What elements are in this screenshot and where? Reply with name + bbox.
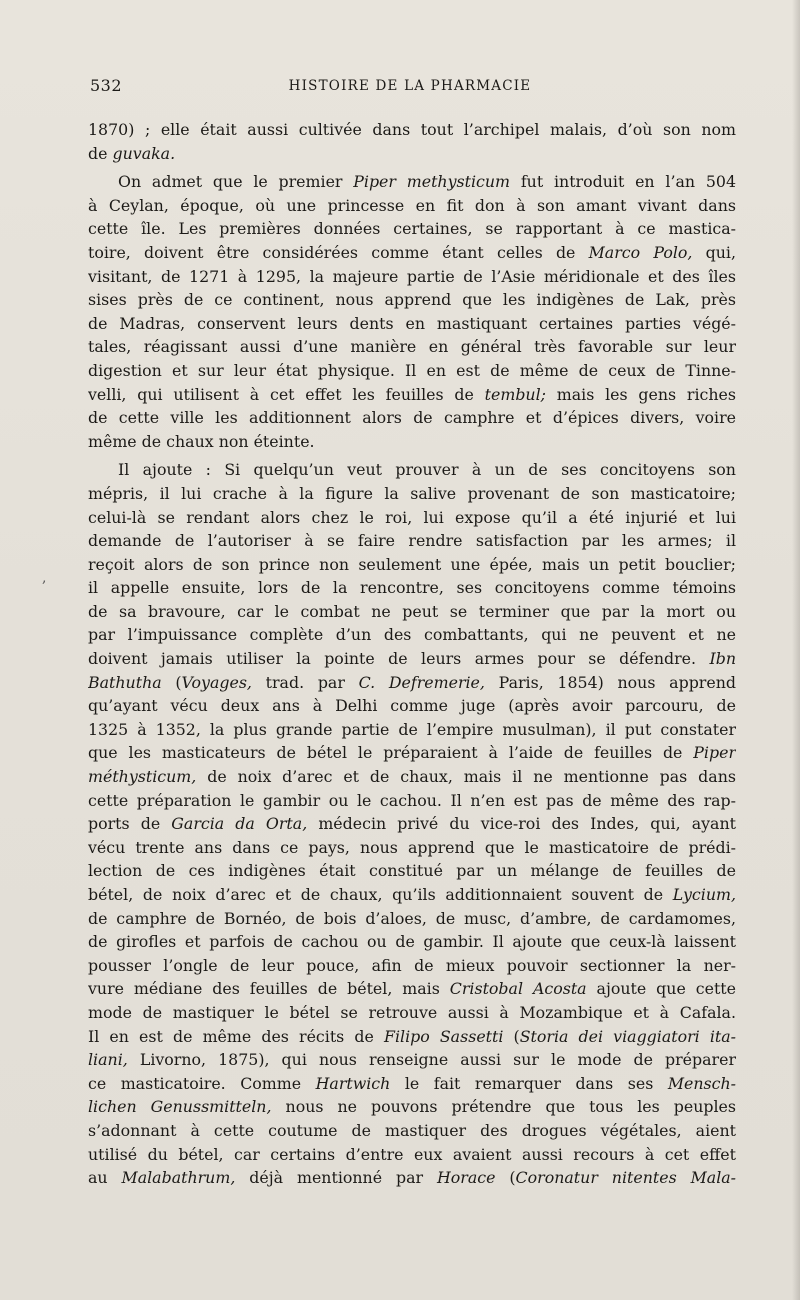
text-run: le fait remarquer dans ses: [390, 1073, 668, 1093]
text-line: [88, 883, 736, 907]
text-run: pousser l’ongle de leur pouce, afin de mieux pouvoir sectionner la ner-: [88, 955, 736, 975]
text-line: [88, 623, 736, 647]
text-run: à Ceylan, époque, où une princesse en fit don à son amant vivant dans: [88, 195, 736, 215]
italic-text: guvaka.: [112, 143, 176, 163]
text-run: de cette ville les additionnent alors de camphre et d’épices divers, voire: [88, 408, 736, 428]
text-run: fut introduit en l’an 504: [510, 172, 736, 192]
text-line: [88, 907, 736, 931]
text-line: [88, 1048, 736, 1072]
text-line: [88, 836, 736, 860]
text-run: de noix d’arec et de chaux, mais il ne mentionne pas dans: [196, 767, 736, 787]
text-run: de: [88, 143, 113, 163]
text-run: cette préparation le gambir ou le cachou. Il n’en est pas de même des rap-: [88, 790, 736, 810]
text-run: (: [503, 1026, 520, 1046]
italic-text: Storia dei viaggiatori ita-: [519, 1026, 736, 1046]
text-run: s’adonnant à cette coutume de mastiquer des drogues végétales, aient: [88, 1120, 736, 1140]
text-line: [88, 335, 736, 359]
text-line: [88, 1001, 736, 1025]
text-line: [88, 671, 736, 695]
text-run: ports de: [88, 814, 172, 834]
text-line: [88, 1166, 736, 1190]
text-line: [88, 812, 736, 836]
text-run: On admet que le premier: [118, 172, 354, 192]
text-line: [88, 1072, 736, 1096]
italic-text: Malabathrum,: [121, 1168, 236, 1188]
text-line: [88, 170, 736, 194]
italic-text: Hartwich: [315, 1073, 391, 1093]
text-run: tales, réagissant aussi d’une manière en général très favorable sur leur: [88, 337, 736, 357]
text-run: demande de l’autoriser à se faire rendre satisfaction par les armes; il: [88, 531, 736, 551]
text-line: [88, 954, 736, 978]
body-text: [88, 118, 736, 1190]
text-run: médecin privé du vice-roi des Indes, qui, ayant: [307, 814, 736, 834]
text-run: trad. par: [251, 672, 359, 692]
text-line: [88, 930, 736, 954]
text-run: digestion et sur leur état physique. Il en est de même de ceux de Tinne-: [88, 360, 736, 380]
text-line: [88, 359, 736, 383]
text-line: [88, 1025, 736, 1049]
text-line: [88, 406, 736, 430]
italic-text: Marco Polo,: [588, 242, 693, 262]
italic-text: tembul;: [484, 384, 546, 404]
text-line: [88, 576, 736, 600]
text-line: [88, 312, 736, 336]
text-run: ajoute que cette: [586, 979, 736, 999]
italic-text: Cristobal Acosta: [449, 979, 587, 999]
text-line: [88, 506, 736, 530]
text-run: (: [161, 672, 182, 692]
italic-text: Garcia da Orta,: [171, 814, 308, 834]
text-line: [88, 1095, 736, 1119]
text-line: [88, 430, 736, 454]
text-line: [88, 142, 736, 166]
running-title: HISTOIRE DE LA PHARMACIE: [288, 78, 532, 94]
text-line: [88, 265, 736, 289]
italic-text: Bathutha: [88, 672, 162, 692]
text-run: Il en est de même des récits de: [88, 1026, 384, 1046]
text-run: mépris, il lui crache à la figure la salive provenant de son masticatoire;: [88, 483, 736, 503]
page-header: [90, 76, 730, 100]
margin-mark: ,: [42, 570, 47, 586]
text-run: vure médiane des feuilles de bétel, mais: [88, 979, 450, 999]
text-line: [88, 118, 736, 142]
text-run: de girofles et parfois de cachou ou de gambir. Il ajoute que ceux-là laissent: [88, 932, 736, 952]
text-run: celui-là se rendant alors chez le roi, lui expose qu’il a été injurié et lui: [88, 507, 736, 527]
italic-text: Horace: [437, 1168, 496, 1188]
text-run: (: [495, 1168, 516, 1188]
text-line: [88, 1143, 736, 1167]
text-line: [88, 647, 736, 671]
italic-text: C. Defremerie,: [358, 672, 485, 692]
page-number: 532: [90, 76, 123, 95]
text-line: [88, 241, 736, 265]
text-line: [88, 217, 736, 241]
text-run: bétel, de noix d’arec et de chaux, qu’ils additionnaient souvent de: [88, 885, 673, 904]
italic-text: liani,: [88, 1050, 128, 1070]
text-run: toire, doivent être considérées comme étant celles de: [88, 242, 589, 262]
text-run: vécu trente ans dans ce pays, nous apprend que le masticatoire de prédi-: [88, 837, 736, 857]
text-run: 1325 à 1352, la plus grande partie de l’empire musulman), il put constater: [88, 719, 736, 739]
page-edge-shadow: [792, 0, 800, 1300]
text-run: au: [88, 1168, 122, 1188]
text-run: qui,: [692, 242, 736, 262]
text-line: [88, 789, 736, 813]
italic-text: Piper: [693, 743, 736, 763]
text-line: [88, 765, 736, 789]
text-run: de camphre de Bornéo, de bois d’aloes, de musc, d’ambre, de cardamomes,: [88, 908, 736, 928]
italic-text: Ibn: [709, 649, 736, 669]
text-run: utilisé du bétel, car certains d’entre eux avaient aussi recours à cet effet: [88, 1144, 736, 1164]
text-run: qu’ayant vécu deux ans à Delhi comme juge (après avoir parcouru, de: [88, 696, 736, 716]
text-run: visitant, de 1271 à 1295, la majeure partie de l’Asie méridionale et des îles: [88, 266, 736, 286]
italic-text: méthysticum,: [88, 767, 197, 787]
text-run: par l’impuissance complète d’un des combattants, qui ne peuvent et ne: [88, 625, 736, 645]
italic-text: Filipo Sassetti: [384, 1026, 504, 1046]
italic-text: lichen Genussmitteln,: [88, 1097, 272, 1117]
text-line: [88, 194, 736, 218]
text-run: de sa bravoure, car le combat ne peut se terminer que par la mort ou: [88, 601, 736, 621]
text-run: Livorno, 1875), qui nous renseigne aussi sur le mode de préparer: [127, 1050, 736, 1070]
italic-text: Voyages,: [181, 672, 252, 692]
text-line: [88, 1119, 736, 1143]
text-run: Paris, 1854) nous apprend: [484, 672, 736, 692]
italic-text: Coronatur nitentes Mala-: [515, 1168, 736, 1188]
text-run: que les masticateurs de bétel le préparaient à l’aide de feuilles de: [88, 743, 694, 763]
text-line: [88, 383, 736, 407]
text-line: [88, 741, 736, 765]
text-line: [88, 288, 736, 312]
text-run: même de chaux non éteinte.: [88, 431, 315, 451]
text-line: [88, 529, 736, 553]
text-run: lection de ces indigènes était constitué par un mélange de feuilles de: [88, 861, 736, 881]
italic-text: Lycium,: [672, 885, 736, 904]
text-line: [88, 694, 736, 718]
text-run: velli, qui utilisent à cet effet les feuilles de: [88, 384, 485, 404]
text-run: reçoit alors de son prince non seulement une épée, mais un petit bouclier;: [88, 554, 736, 574]
text-line: [88, 458, 736, 482]
text-run: sises près de ce continent, nous apprend que les indigènes de Lak, près: [88, 290, 736, 310]
text-run: il appelle ensuite, lors de la rencontre, ses concitoyens comme témoins: [88, 578, 736, 598]
text-run: déjà mentionné par: [235, 1168, 437, 1188]
text-run: cette île. Les premières données certaines, se rapportant à ce mastica-: [88, 219, 736, 239]
text-line: [88, 718, 736, 742]
text-run: ce masticatoire. Comme: [88, 1073, 316, 1093]
text-run: de Madras, conservent leurs dents en mastiquant certaines parties végé-: [88, 313, 736, 333]
text-run: doivent jamais utiliser la pointe de leurs armes pour se défendre.: [88, 649, 710, 669]
text-line: [88, 859, 736, 883]
italic-text: Mensch-: [667, 1073, 736, 1093]
text-line: [88, 553, 736, 577]
text-run: nous ne pouvons prétendre que tous les peuples: [271, 1097, 736, 1117]
text-run: Il ajoute : Si quelqu’un veut prouver à un de ses concitoyens son: [118, 460, 736, 480]
text-line: [88, 977, 736, 1001]
text-run: mais les gens riches: [545, 384, 736, 404]
text-run: 1870) ; elle était aussi cultivée dans tout l’archipel malais, d’où son nom: [88, 120, 736, 139]
text-run: mode de mastiquer le bétel se retrouve aussi à Mozambique et à Cafala.: [88, 1002, 736, 1022]
text-line: [88, 482, 736, 506]
italic-text: Piper methysticum: [353, 172, 511, 192]
text-line: [88, 600, 736, 624]
